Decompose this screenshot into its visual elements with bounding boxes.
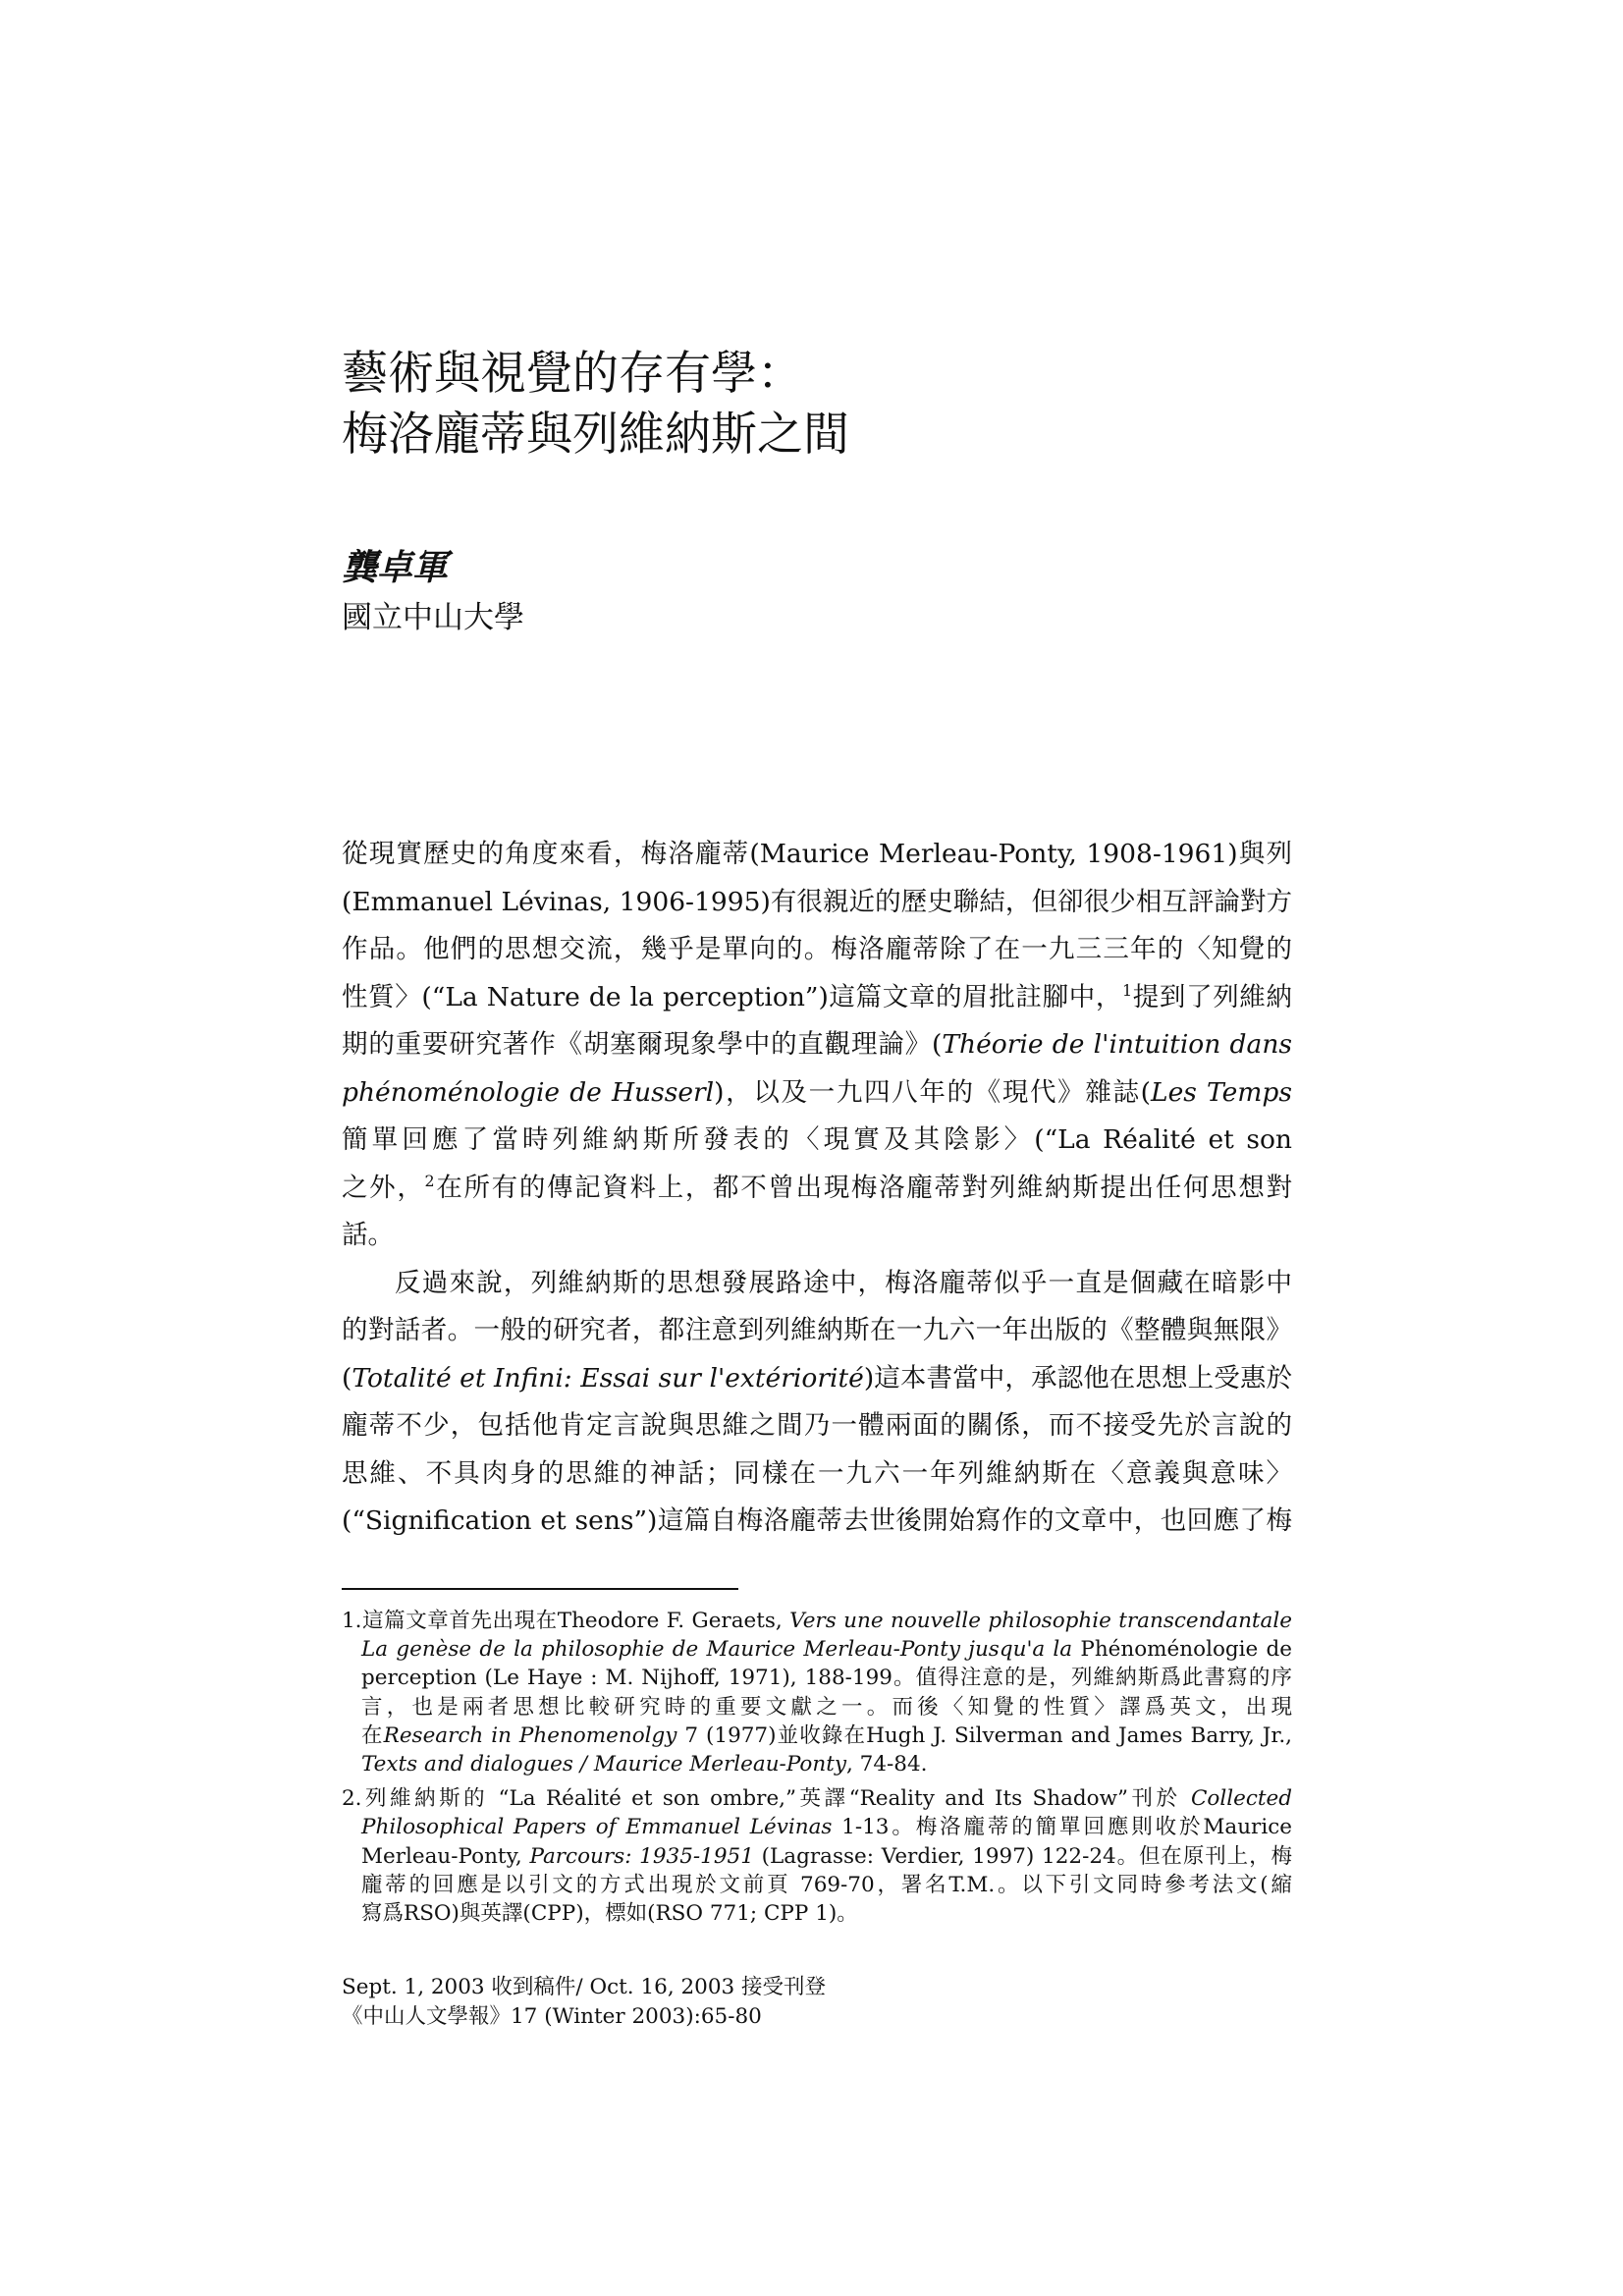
journal-citation: 《中山人文學報》17 (Winter 2003):65-80 — [342, 2004, 762, 2029]
title-line-1: 藝術與視覺的存有學： — [342, 347, 803, 401]
text-run: 性質〉(“La Nature de la perception”)這篇文章的眉批註腳中， — [342, 981, 1123, 1012]
italic-text: Théorie de l'intuition dans — [942, 1029, 1292, 1060]
body-line — [342, 1402, 1292, 1450]
footnote-marker: 1 — [1122, 980, 1133, 1000]
text-run: 1.這篇文章首先出現在Theodore F. Geraets, — [342, 1609, 790, 1633]
text-run: )，以及一九四八年的《現代》雜誌( — [714, 1076, 1152, 1108]
body-line — [342, 1260, 1292, 1308]
body-line — [342, 1117, 1292, 1165]
italic-text: La genèse de la philosophie de Maurice Merleau-Ponty jusqu'a la — [361, 1637, 1073, 1663]
title-line-2: 梅洛龐蒂與列維納斯之間 — [342, 408, 849, 462]
italic-text: Collected — [1190, 1786, 1292, 1812]
received-accepted-dates: Sept. 1, 2003 收到稿件/ Oct. 16, 2003 接受刊登 — [342, 1975, 827, 1999]
text-run: 7 (1977)並收錄在Hugh J. Silverman and James Barry, Jr., — [684, 1722, 1292, 1748]
body-text — [342, 831, 1292, 1546]
text-run: , 74-84. — [846, 1751, 928, 1777]
author-name: 龔卓軍 — [342, 548, 449, 588]
text-run: 在 — [361, 1722, 384, 1748]
body-line — [342, 1450, 1292, 1499]
text-run: )這本書當中，承認他在思想上受惠於 — [863, 1362, 1292, 1394]
body-line — [342, 1165, 1292, 1213]
text-run: 龐蒂不少，包括他肯定言說與思維之間乃一體兩面的關係，而不接受先於言說的 — [342, 1410, 1292, 1441]
article-meta — [342, 1973, 1292, 2032]
text-run: 思維、不具肉身的思維的神話；同樣在一九六一年列維納斯在〈意義與意味〉 — [342, 1457, 1292, 1489]
text-run: 在所有的傳記資料上，都不曾出現梅洛龐蒂對列維納斯提出任何思想對 — [434, 1172, 1292, 1203]
text-run: Merleau-Ponty, — [361, 1843, 530, 1869]
text-run: 寫爲RSO)與英譯(CPP)，標如(RSO 771; CPP 1)。 — [361, 1900, 858, 1926]
footnote-line — [342, 1813, 1292, 1841]
text-run: ( — [342, 1362, 352, 1394]
text-run: 1-13。梅洛龐蒂的簡單回應則收於Maurice — [832, 1815, 1292, 1840]
text-run: 作品。他們的思想交流，幾乎是單向的。梅洛龐蒂除了在一九三三年的〈知覺的 — [342, 934, 1292, 964]
body-line — [342, 926, 1292, 974]
italic-text: Les Temps — [1151, 1076, 1292, 1108]
text-run: 之外， — [342, 1172, 425, 1203]
italic-text: Parcours: 1935-1951 — [529, 1843, 754, 1869]
text-run: (Emmanuel Lévinas, 1906-1995)有很親近的歷史聯結，但卻很少相互評論對方 — [342, 886, 1292, 917]
italic-text: Philosophical Papers of Emmanuel Lévinas — [361, 1815, 833, 1840]
author-affiliation: 國立中山大學 — [342, 600, 524, 635]
body-line — [342, 879, 1292, 927]
body-line — [342, 1355, 1292, 1403]
footnote-line — [342, 1664, 1292, 1692]
text-run: (“Signification et sens”)這篇自梅洛龐蒂去世後開始寫作的文章中，也回應了梅 — [342, 1505, 1292, 1536]
text-run: perception (Le Haye : M. Nijhoff, 1971), 188-199。值得注意的是，列維納斯爲此書寫的序 — [361, 1666, 1292, 1691]
text-run: 反過來說，列維納斯的思想發展路途中，梅洛龐蒂似乎一直是個藏在暗影中 — [395, 1267, 1292, 1298]
text-run: 言，也是兩者思想比較研究時的重要文獻之一。而後〈知覺的性質〉譯爲英文，出現 — [361, 1694, 1292, 1720]
italic-text: phénoménologie de Husserl — [342, 1076, 715, 1108]
body-line — [342, 1498, 1292, 1546]
text-run: Phénoménologie de — [1080, 1637, 1292, 1663]
italic-text: Texts and dialogues / Maurice Merleau-Ponty — [361, 1751, 846, 1777]
text-run: 提到了列維納 — [1132, 981, 1292, 1012]
footnote-line — [342, 1750, 1292, 1778]
footnote-marker: 2 — [424, 1171, 435, 1190]
body-line — [342, 1069, 1292, 1118]
body-line — [342, 1212, 1292, 1260]
footnote-line — [342, 1722, 1292, 1750]
footnote-line — [342, 1899, 1292, 1928]
body-line — [342, 1307, 1292, 1355]
body-line — [342, 831, 1292, 879]
body-line — [342, 1021, 1292, 1069]
body-line — [342, 974, 1292, 1022]
italic-text: Totalité et Infini: Essai sur l'extériorité — [352, 1362, 864, 1394]
footnote-line — [342, 1871, 1292, 1899]
text-run: 的對話者。一般的研究者，都注意到列維納斯在一九六一年出版的《整體與無限》 — [342, 1315, 1292, 1345]
footnote-line — [342, 1635, 1292, 1664]
italic-text: Research in Phenomenolgy — [383, 1722, 677, 1748]
footnotes — [342, 1607, 1292, 1928]
text-run: 2.列維納斯的 “La Réalité et son ombre,”英譯“Reality and Its Shadow”刊於 — [342, 1786, 1191, 1812]
text-run: 龐蒂的回應是以引文的方式出現於文前頁 769-70，署名T.M.。以下引文同時參考法文(縮 — [361, 1872, 1292, 1897]
article-title — [342, 344, 1324, 465]
footnote-line — [342, 1842, 1292, 1871]
text-run: 期的重要研究著作《胡塞爾現象學中的直觀理論》( — [342, 1029, 943, 1060]
footnote — [342, 1607, 1292, 1778]
italic-text: Vers une nouvelle philosophie transcendantale — [789, 1609, 1292, 1633]
text-run: 從現實歷史的角度來看，梅洛龐蒂(Maurice Merleau-Ponty, 1908-1961)與列 — [342, 839, 1292, 869]
footnote-line — [342, 1607, 1292, 1635]
text-run: (Lagrasse: Verdier, 1997) 122-24。但在原刊上，梅 — [761, 1843, 1292, 1869]
footnote — [342, 1784, 1292, 1928]
text-run: 話。 — [342, 1220, 394, 1250]
text-run: 簡單回應了當時列維納斯所發表的〈現實及其陰影〉(“La Réalité et son — [342, 1124, 1292, 1155]
footnote-line — [342, 1784, 1292, 1813]
footnote-line — [342, 1693, 1292, 1722]
footnote-divider — [342, 1588, 738, 1590]
